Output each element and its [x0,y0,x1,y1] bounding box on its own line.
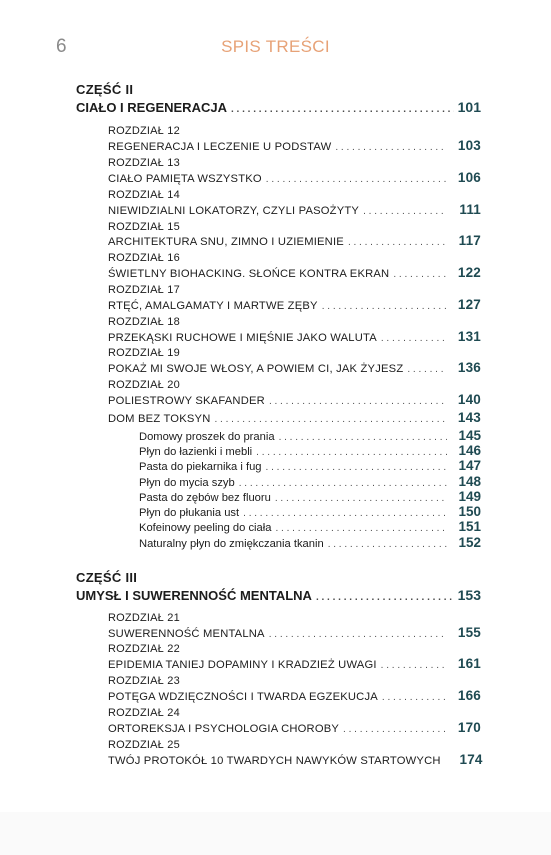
toc-entry-page: 143 [457,410,481,425]
toc-entry-page: 155 [457,625,481,640]
toc-entry-page: 170 [457,720,481,735]
toc-entry-page: 106 [457,170,481,185]
dot-leader [275,523,447,534]
toc-entry-page: 166 [457,688,481,703]
dot-leader [231,104,454,115]
toc-subentry[interactable] [139,535,481,550]
toc-entry-chapter-12[interactable] [108,138,481,153]
dot-leader [407,364,447,375]
dot-leader [279,432,447,443]
toc-entry-title: EPIDEMIA TANIEJ DOPAMINY I KRADZIEŻ UWAGI [108,659,377,671]
dot-leader [239,478,447,489]
toc-subentry[interactable] [139,428,481,443]
chapter-number: ROZDZIAŁ 13 [108,157,180,169]
toc-entry-chapter-19[interactable] [108,360,481,375]
chapter-number: ROZDZIAŁ 12 [108,125,180,137]
toc-subentry-page: 150 [458,504,481,519]
toc-subentry[interactable] [139,519,481,534]
toc-subentry-title: Płyn do mycia szyb [139,477,235,489]
toc-subentry[interactable] [139,504,481,519]
toc-entry-title: CIAŁO PAMIĘTA WSZYSTKO [108,173,262,185]
toc-entry-page: 101 [457,99,481,115]
toc-subentry-page: 146 [458,443,481,458]
toc-entry-chapter-23[interactable] [108,688,481,703]
toc-entry-part-2[interactable] [76,99,481,115]
toc-entry-page: 103 [457,138,481,153]
toc-subentry[interactable] [139,474,481,489]
toc-subentry-page: 148 [458,474,481,489]
dot-leader [266,174,447,185]
toc-entry-page: 131 [457,329,481,344]
toc-entry-chapter-18[interactable] [108,329,481,344]
chapter-number: ROZDZIAŁ 14 [108,189,180,201]
toc-entry-title: CIAŁO I REGENERACJA [76,100,227,115]
toc-entry-title: ŚWIETLNY BIOHACKING. SŁOŃCE KONTRA EKRAN [108,268,390,280]
dot-leader [382,692,447,703]
dot-leader [266,462,447,473]
toc-subentry-page: 152 [458,535,481,550]
toc-entry-title: ORTOREKSJA I PSYCHOLOGIA CHOROBY [108,723,340,735]
chapter-number: ROZDZIAŁ 19 [108,347,180,359]
dot-leader [363,206,447,217]
dot-leader [214,414,447,425]
toc-entry-title: PRZEKĄSKI RUCHOWE I MIĘŚNIE JAKO WALUTA [108,332,377,344]
toc-entry-chapter-21[interactable] [108,625,481,640]
toc-entry-chapter-22[interactable] [108,656,481,671]
toc-subentry-title: Pasta do zębów bez fluoru [139,492,271,504]
page-bottom-band [0,812,551,855]
chapter-number: ROZDZIAŁ 23 [108,675,180,687]
dot-leader [343,724,447,735]
part-3-label: CZĘŚĆ III [76,570,138,585]
chapter-number: ROZDZIAŁ 18 [108,316,180,328]
toc-entry-chapter-20[interactable] [108,392,481,407]
toc-entry-page: 136 [457,360,481,375]
dot-leader [381,333,447,344]
chapter-number: ROZDZIAŁ 20 [108,379,180,391]
toc-entry-page: 122 [457,265,481,280]
dot-leader [322,301,447,312]
toc-entry-title: POTĘGA WDZIĘCZNOŚCI I TWARDA EGZEKUCJA [108,691,378,703]
toc-entry-page: 174 [459,752,483,767]
dot-leader [316,592,454,603]
dot-leader [269,629,447,640]
toc-entry-title: TWÓJ PROTOKÓŁ 10 TWARDYCH NAWYKÓW STARTOWYCH [108,755,441,767]
toc-subentry-page: 145 [458,428,481,443]
toc-subentry-page: 149 [458,489,481,504]
dot-leader [348,237,447,248]
toc-entry-page: 153 [457,587,481,603]
toc-entry-chapter-24[interactable] [108,720,481,735]
toc-subentry-title: Płyn do płukania ust [139,507,240,519]
toc-subentry-page: 147 [458,458,481,473]
toc-entry-title: POLIESTROWY SKAFANDER [108,395,265,407]
toc-entry-chapter-15[interactable] [108,233,481,248]
chapter-number: ROZDZIAŁ 25 [108,739,180,751]
toc-entry-page: 127 [457,297,481,312]
chapter-number: ROZDZIAŁ 21 [108,612,180,624]
toc-entry-chapter-17[interactable] [108,297,481,312]
toc-subentry[interactable] [139,443,481,458]
toc-entry-title: REGENERACJA I LECZENIE U PODSTAW [108,141,332,153]
toc-subentry-page: 151 [458,519,481,534]
dot-leader [275,493,447,504]
toc-entry-chapter-14[interactable] [108,202,481,217]
dot-leader [381,660,447,671]
part-2-label: CZĘŚĆ II [76,82,134,97]
toc-subentry-title: Domowy proszek do prania [139,431,275,443]
toc-entry-chapter-13[interactable] [108,170,481,185]
chapter-number: ROZDZIAŁ 24 [108,707,180,719]
chapter-number: ROZDZIAŁ 16 [108,252,180,264]
chapter-number: ROZDZIAŁ 22 [108,643,180,655]
page-title: SPIS TREŚCI [221,37,330,56]
dot-leader [393,269,447,280]
toc-entry-chapter-25[interactable] [108,752,481,767]
chapter-number: ROZDZIAŁ 15 [108,221,180,233]
chapter-number: ROZDZIAŁ 17 [108,284,180,296]
toc-subentry[interactable] [139,458,481,473]
toc-entry-part-3[interactable] [76,587,481,603]
toc-entry-chapter-16[interactable] [108,265,481,280]
dot-leader [243,508,447,519]
toc-entry-title: NIEWIDZIALNI LOKATORZY, CZYLI PASOŻYTY [108,205,360,217]
toc-subentry-title: Naturalny płyn do zmiękczania tkanin [139,538,324,550]
dot-leader [269,396,447,407]
toc-entry-title: DOM BEZ TOKSYN [108,413,211,425]
toc-entry-title: RTĘĆ, AMALGAMATY I MARTWE ZĘBY [108,300,318,312]
toc-subentry-title: Kofeinowy peeling do ciała [139,522,272,534]
dot-leader [328,539,447,550]
toc-entry-title: SUWERENNOŚĆ MENTALNA [108,628,265,640]
page-number: 6 [56,36,67,57]
toc-entry-page: 117 [458,233,481,248]
toc-entry-page: 161 [457,656,481,671]
toc-entry-title: UMYSŁ I SUWERENNOŚĆ MENTALNA [76,588,312,603]
toc-entry-page: 111 [459,202,481,217]
toc-entry-title: ARCHITEKTURA SNU, ZIMNO I UZIEMIENIE [108,236,344,248]
dot-leader [256,447,447,458]
toc-subentry-title: Pasta do piekarnika i fug [139,461,262,473]
toc-entry-title: POKAŻ MI SWOJE WŁOSY, A POWIEM CI, JAK ŻYJESZ [108,363,404,375]
toc-entry-dom-bez-toksyn[interactable] [108,410,481,425]
toc-entry-page: 140 [457,392,481,407]
dot-leader [335,142,447,153]
toc-subentry-title: Płyn do łazienki i mebli [139,446,253,458]
toc-subentry[interactable] [139,489,481,504]
